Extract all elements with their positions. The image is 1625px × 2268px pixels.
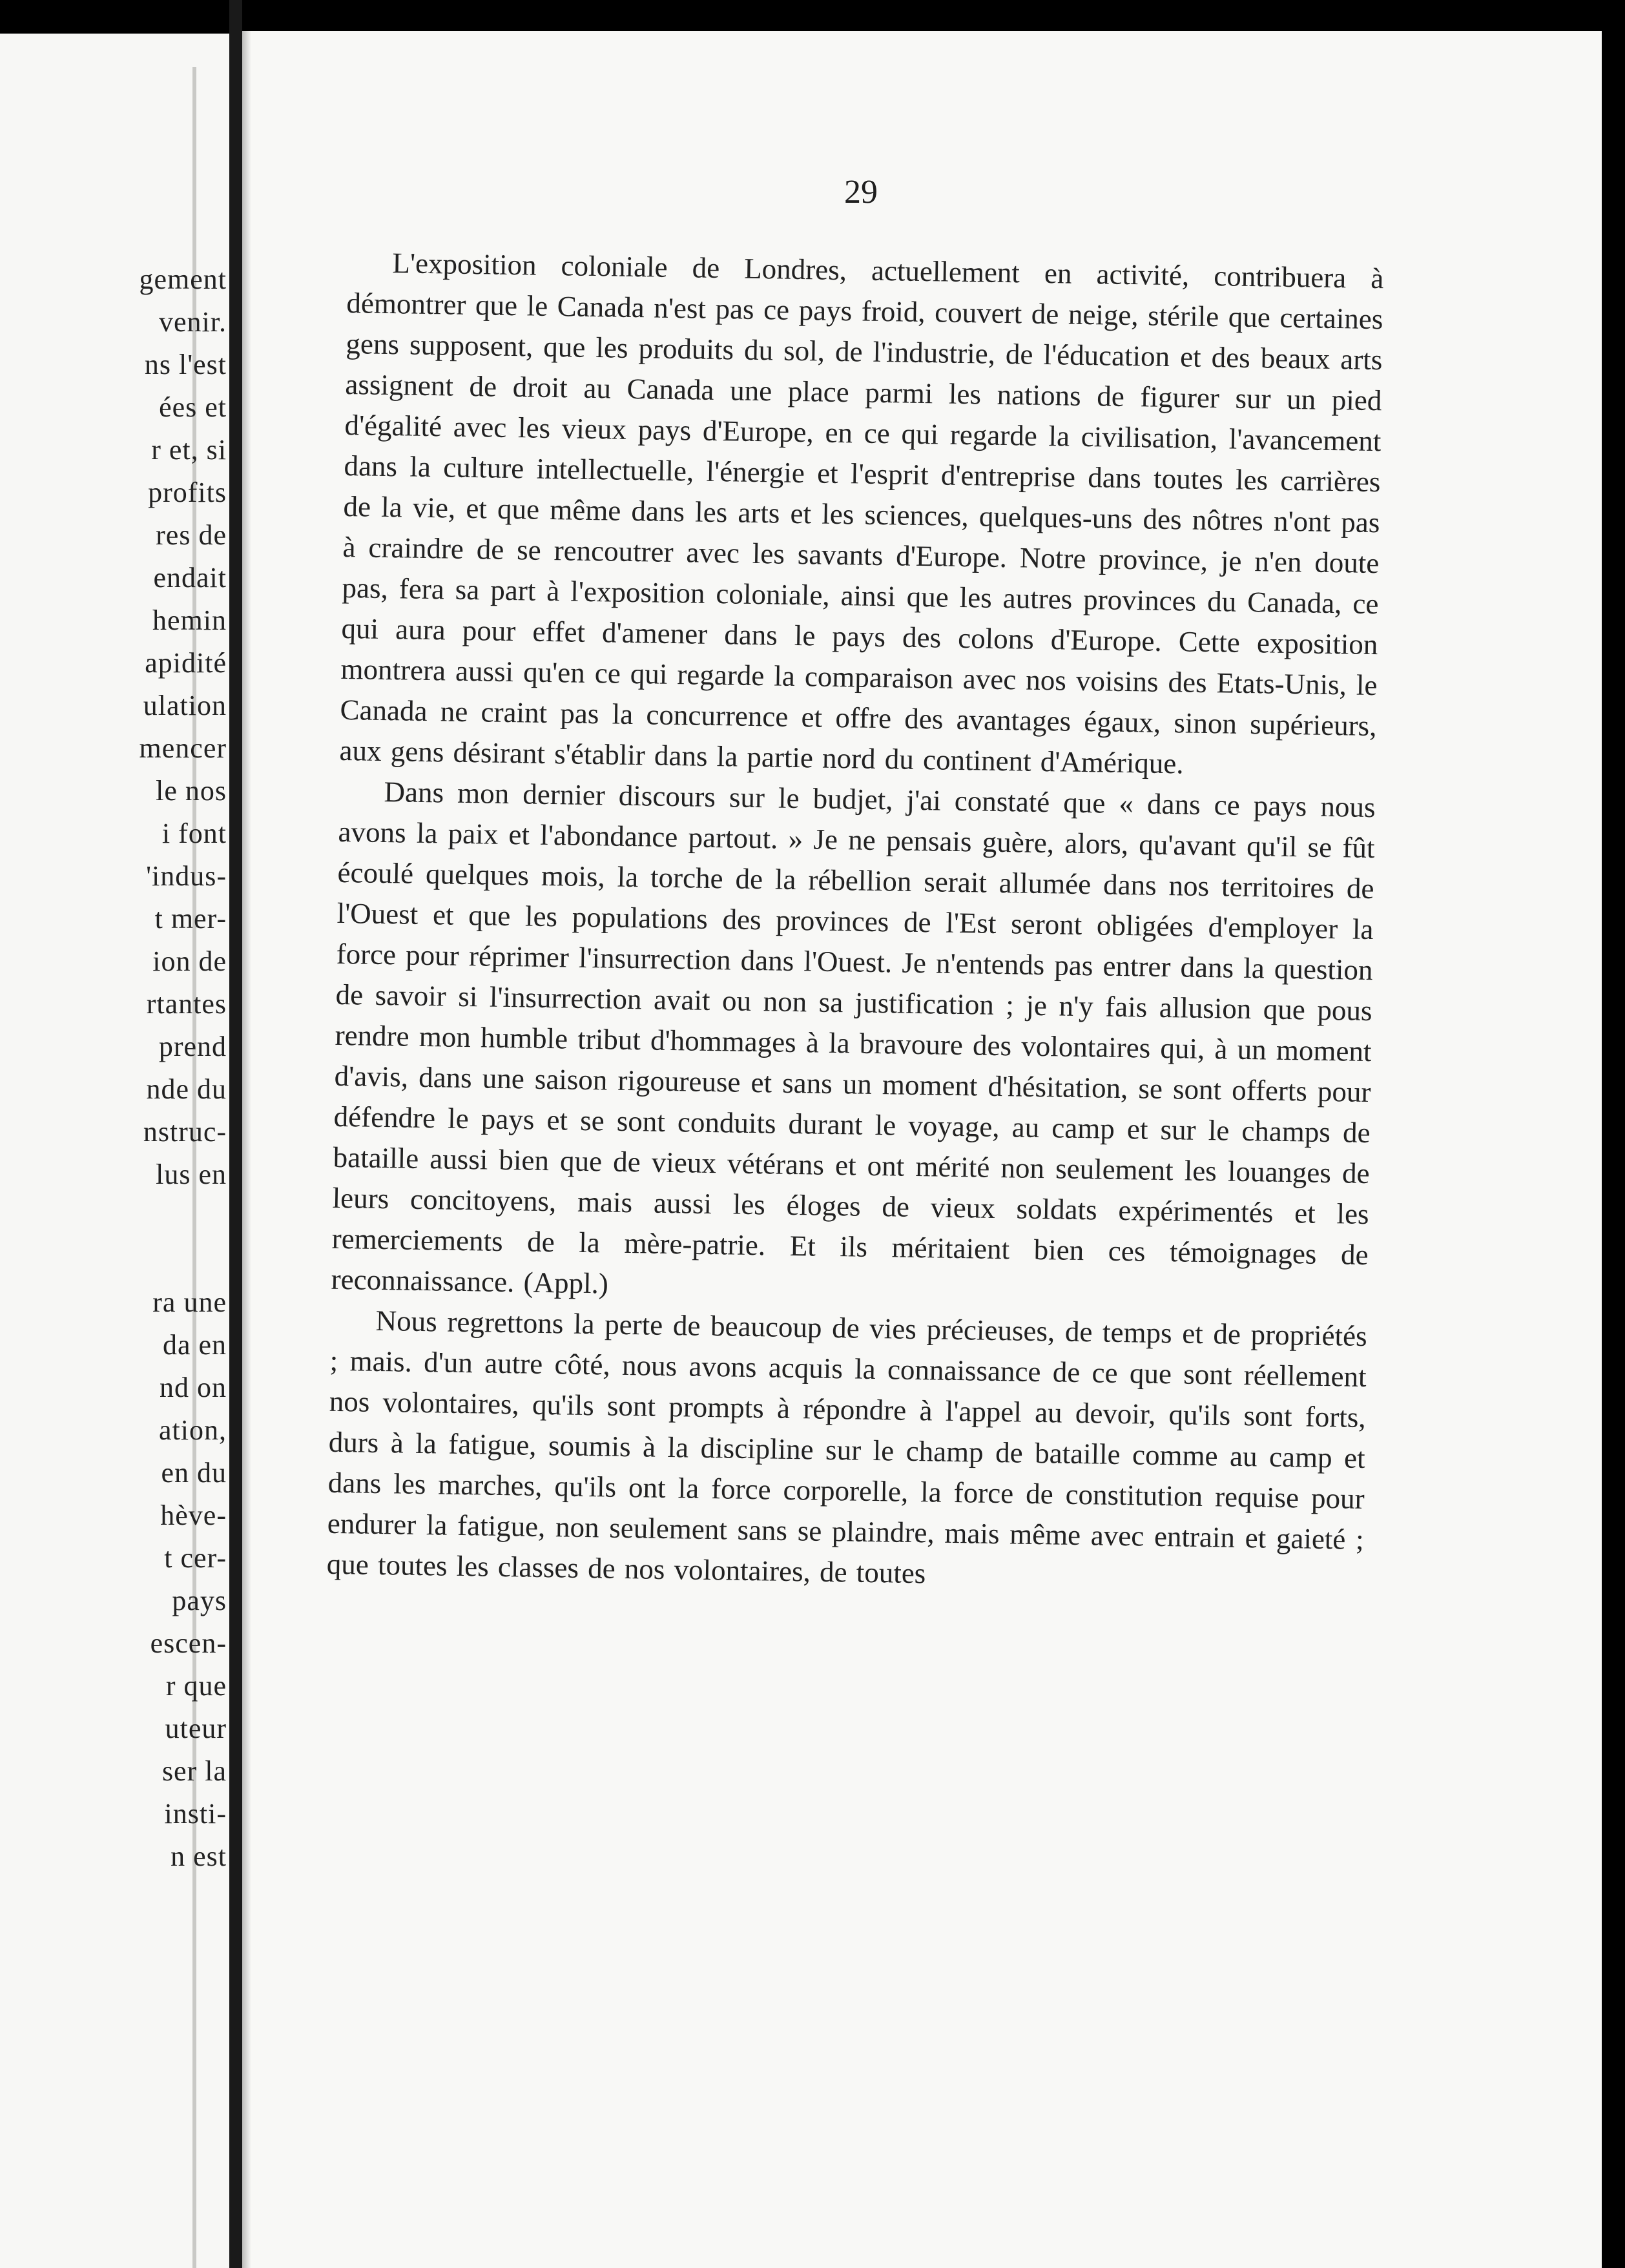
left-page-line-fragment: prend bbox=[158, 1031, 227, 1062]
page-body bbox=[326, 242, 1383, 1601]
left-page-line-fragment: en du bbox=[161, 1457, 227, 1489]
left-page-line-fragment: profits bbox=[148, 477, 227, 508]
left-page-line-fragment: uteur bbox=[165, 1713, 227, 1744]
left-page-line-fragment: da en bbox=[162, 1329, 227, 1361]
left-page-line-fragment: rtantes bbox=[146, 988, 227, 1020]
left-page-line-fragment: mencer bbox=[139, 732, 227, 764]
left-page-line-fragment: apidité bbox=[145, 647, 227, 679]
left-page-line-fragment: hemin bbox=[152, 604, 227, 636]
paragraph-3: Nous regrettons la perte de beaucoup de vies précieuses, de temps et de propriétés ; mais. d'un autre côté, nous avons acquis la connaissance de ce que sont réellement nos volontaires, qu'ils sont prompts à répondre à l'appel au devoir, qu'ils sont forts, durs à la fatigue, soumis à la discipline sur le champ de bataille comme au camp et dans les marches, qu'ils ont la force corporelle, la force de constitution requise pour endurer la fatigue, non seulement sans se plaindre, mais même avec entrain et gaieté ; que toutes les classes de nos volontaires, de toutes bbox=[326, 1304, 1367, 1590]
left-page-line-fragment: i font bbox=[161, 818, 227, 849]
left-page-line-fragment: nde du bbox=[146, 1073, 227, 1105]
left-page-line-fragment: r et, si bbox=[151, 434, 227, 466]
left-page-line-fragment: venir. bbox=[159, 306, 227, 338]
left-page-line-fragment: le nos bbox=[156, 775, 227, 807]
left-page-line-fragment: gement bbox=[139, 263, 227, 295]
left-page-line-fragment: ées et bbox=[159, 391, 227, 423]
left-page-line-fragment: pays bbox=[172, 1585, 227, 1616]
left-page-line-fragment: escen- bbox=[150, 1627, 227, 1659]
left-page-line-fragment: ulation bbox=[143, 690, 227, 721]
left-page-line-fragment: nstruc- bbox=[143, 1116, 227, 1148]
left-page-line-fragment: t cer- bbox=[164, 1542, 227, 1574]
paragraph-1: L'exposition coloniale de Londres, actuellement en activité, contribuera à démontrer que le Canada n'est pas ce pays froid, couvert de neige, stérile que certaines gens supposent, que les produits du sol, de l'industrie, de l'éducation et des beaux arts assignent de droit au Canada une place parmi les nations de figurer sur un pied d'égalité avec les vieux pays d'Europe, en ce qui regarde la civilisation, l'avancement dans la culture intellectuelle, l'énergie et l'esprit d'entreprise dans toutes les carrières de la vie, et que même dans les arts et les sciences, quelques-uns des nôtres n'ont pas à craindre de se rencoutrer avec les savants d'Europe. Notre province, je n'en doute pas, fera sa part à l'exposition coloniale, ainsi que les autres provinces du Canada, ce qui aura pour effet d'amener dans le pays des colons d'Europe. Cette exposition montrera aussi qu'en ce qui regarde la comparaison avec nos voisins des Etats-Unis, le Canada ne craint pas la concurrence et offre des avantages égaux, sinon supérieurs, aux gens désirant s'établir dans la partie nord du continent d'Amérique. bbox=[339, 247, 1384, 780]
left-page-line-fragment: hève- bbox=[160, 1500, 227, 1531]
left-page-line-fragment: r que bbox=[165, 1670, 227, 1702]
left-page-line-fragment: t mer- bbox=[154, 903, 227, 934]
page-number: 29 bbox=[844, 174, 878, 211]
left-page-line-fragment: ra une bbox=[152, 1286, 227, 1318]
right-page-shadow bbox=[242, 31, 251, 2268]
left-page-line-fragment: ser la bbox=[161, 1755, 227, 1787]
left-page-line-fragment: res de bbox=[156, 519, 227, 551]
left-page bbox=[0, 34, 229, 2268]
left-page-line-fragment: n est bbox=[171, 1840, 227, 1872]
left-page-line-fragment: ation, bbox=[159, 1414, 227, 1446]
left-page-line-fragment: ion de bbox=[152, 945, 227, 977]
left-page-line-fragment: insti- bbox=[164, 1798, 227, 1830]
left-page-line-fragment: nd on bbox=[160, 1372, 227, 1403]
left-page-line-fragment: 'indus- bbox=[146, 860, 227, 892]
left-page-line-fragment: ns l'est bbox=[144, 349, 227, 380]
paragraph-2: Dans mon dernier discours sur le budjet, j'ai constaté que « dans ce pays nous avons la paix et l'abondance partout. » Je ne pensais guère, alors, qu'avant qu'il se fût écoulé quelques mois, la torche de la rébellion serait allumée dans nos territoires de l'Ouest et que les populations des provinces de l'Est seront obligées d'employer la force pour réprimer l'insurrection dans l'Ouest. Je n'entends pas entrer dans la question de savoir si l'insurrection avait ou non sa justification ; je n'y fais allusion que pous rendre mon humble tribut d'hommages à la bravoure des volontaires qui, à un moment d'avis, dans une saison rigoureuse et sans un moment d'hésitation, se sont offerts pour défendre le pays et se sont conduits durant le voyage, au camp et sur le champs de bataille aussi bien que de vieux vétérans et ont mérité non seulement les louanges de leurs concitoyens, mais aussi les éloges de vieux soldats expérimentés et les remerciements de la mère-patrie. Et ils méritaient bien ces témoignages de reconnaissance. (Appl.) bbox=[331, 775, 1376, 1300]
book-gutter bbox=[229, 0, 242, 2268]
left-page-line-fragment: endait bbox=[153, 562, 227, 593]
left-page-line-fragment: lus en bbox=[156, 1159, 227, 1190]
